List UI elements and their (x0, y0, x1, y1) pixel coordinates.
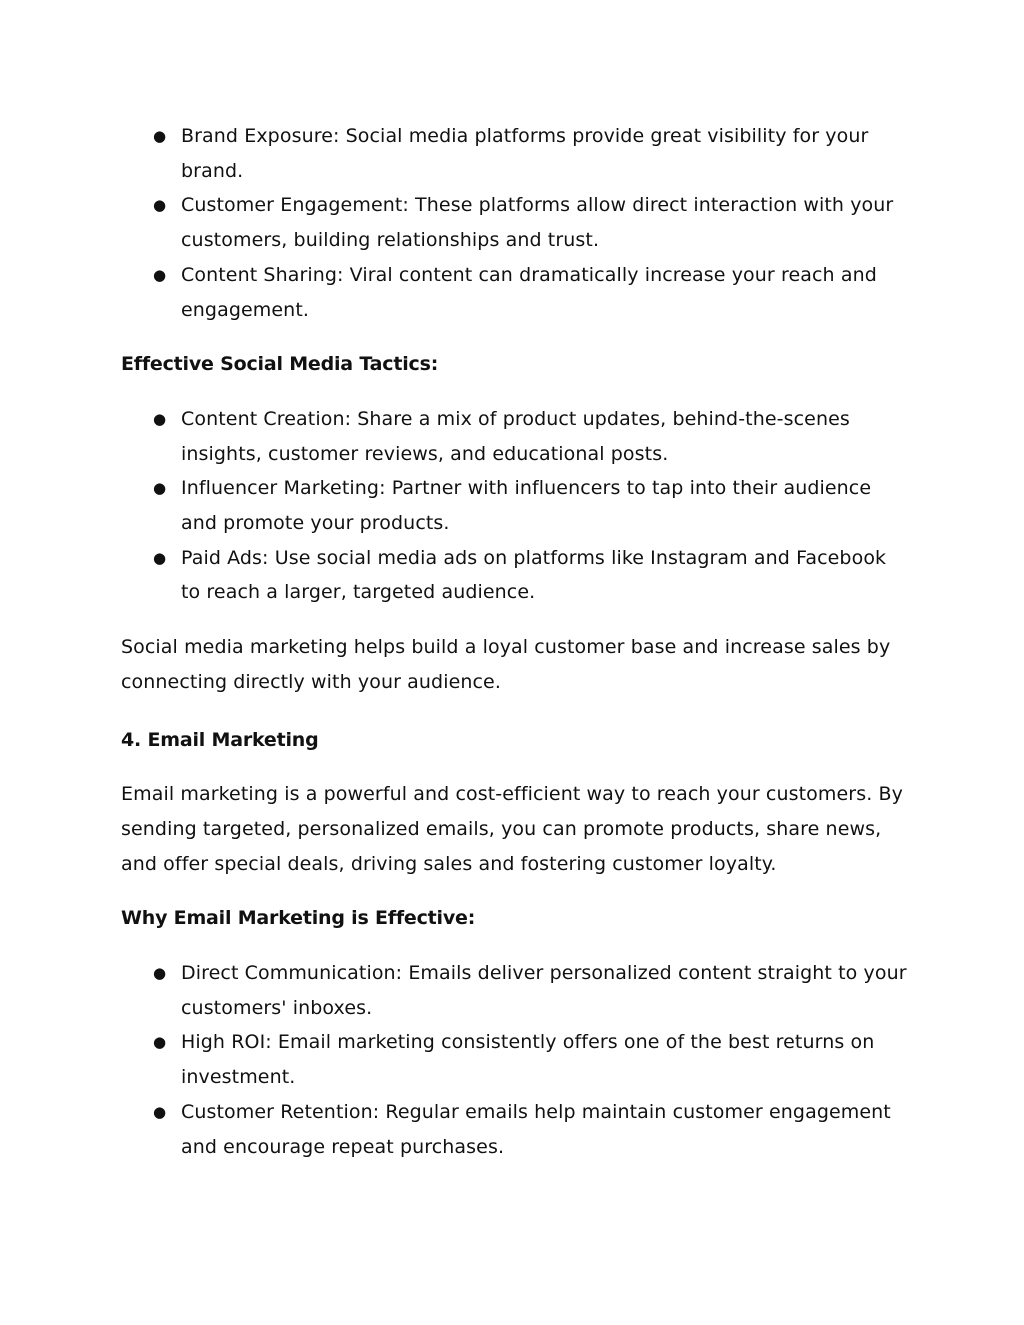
bullet-icon: ● (153, 1033, 167, 1052)
document-page (121, 119, 911, 1164)
list-item (121, 119, 911, 188)
email-intro-paragraph: Email marketing is a powerful and cost-efficient way to reach your customers. By sending targeted, personalized emails, you can promote products, share news, and offer special deals, driving sales and fostering customer loyalty. (121, 783, 903, 875)
bullet-icon: ● (153, 479, 167, 498)
bullet-icon: ● (153, 196, 167, 215)
email-benefits-list (121, 956, 911, 1164)
bullet-icon: ● (153, 1102, 167, 1121)
list-item (121, 1095, 911, 1164)
bullet-icon: ● (153, 265, 167, 284)
list-item-text: Brand Exposure: Social media platforms provide great visibility for your brand. (181, 125, 869, 182)
bullet-icon: ● (153, 127, 167, 145)
tactics-heading: Effective Social Media Tactics: (121, 353, 439, 376)
list-item (121, 956, 911, 1025)
list-item-text: Content Sharing: Viral content can dramatically increase your reach and engagement. (181, 263, 877, 321)
benefits-list (121, 119, 911, 327)
list-item-text: High ROI: Email marketing consistently offers one of the best returns on investment. (181, 1031, 875, 1089)
list-item-text: Content Creation: Share a mix of product updates, behind-the-scenes insights, customer reviews, and educational posts. (181, 407, 850, 465)
list-item-text: Direct Communication: Emails deliver personalized content straight to your customers' inboxes. (181, 962, 907, 1019)
list-item-text: Influencer Marketing: Partner with influencers to tap into their audience and promote your products. (181, 477, 872, 535)
social-summary-paragraph: Social media marketing helps build a loyal customer base and increase sales by connecting directly with your audience. (121, 636, 891, 693)
list-item-text: Customer Engagement: These platforms allow direct interaction with your customers, building relationships and trust. (181, 194, 894, 252)
list-item (121, 188, 911, 257)
list-item (121, 1025, 911, 1094)
list-item (121, 471, 911, 540)
tactics-list (121, 402, 911, 610)
list-item-text: Customer Retention: Regular emails help maintain customer engagement and encourage repeat purchases. (181, 1100, 891, 1158)
list-item (121, 402, 911, 471)
why-email-heading: Why Email Marketing is Effective: (121, 907, 476, 930)
bullet-icon: ● (153, 964, 167, 983)
section-title: 4. Email Marketing (121, 728, 319, 751)
list-item (121, 258, 911, 327)
bullet-icon: ● (153, 548, 167, 567)
list-item-text: Paid Ads: Use social media ads on platforms like Instagram and Facebook to reach a larger, targeted audience. (181, 546, 887, 604)
list-item (121, 541, 911, 610)
bullet-icon: ● (153, 409, 167, 428)
